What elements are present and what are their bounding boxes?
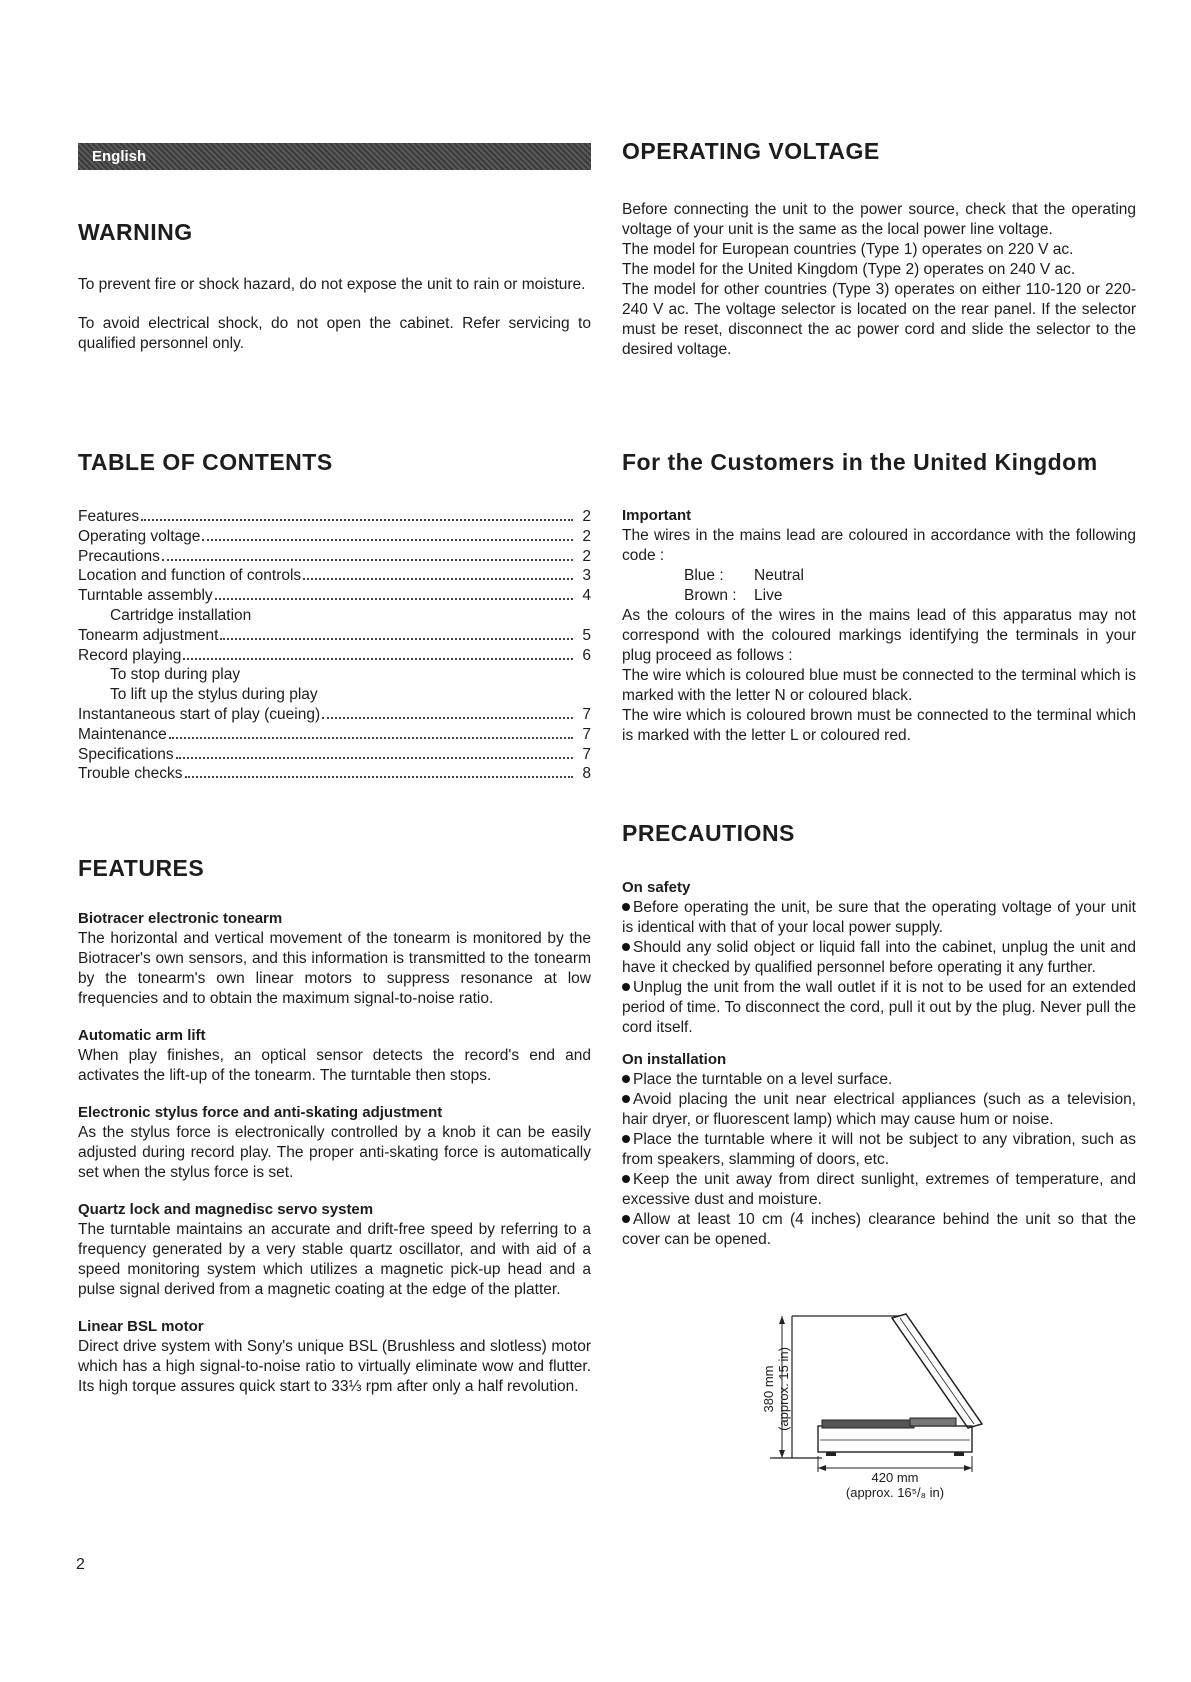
toc-title: TABLE OF CONTENTS [78, 449, 333, 475]
installation-heading: On installation [622, 1051, 727, 1068]
feature-heading: Automatic arm lift [78, 1027, 206, 1044]
toc-entry-page: 7 [582, 705, 591, 723]
toc-entry-page: 3 [582, 567, 591, 585]
toc-leader-dots [303, 578, 573, 580]
toc-entry-title: Cartridge installation [110, 606, 252, 624]
toc-entry-title: Location and function of controls [78, 567, 302, 585]
toc-leader-dots [141, 519, 573, 521]
precaution-item [622, 1170, 1136, 1210]
toc-entry [78, 507, 591, 527]
toc-leader-dots [215, 598, 573, 600]
toc-leader-dots [220, 638, 573, 640]
uk-important-heading: Important [622, 507, 692, 524]
page-number: 2 [76, 1556, 85, 1573]
language-tag [78, 143, 591, 170]
uk-text-1: The wires in the mains lead are coloured in accordance with the following code : [622, 527, 1136, 564]
precaution-item [622, 1210, 1136, 1250]
width-mm: 420 mm [871, 1470, 919, 1485]
wire-code-brown-key: Brown : [684, 587, 737, 604]
height-dimension [761, 1329, 791, 1449]
precaution-text: Avoid placing the unit near electrical appliances (such as a television, hair dryer, or fluorescent lamp) which may cause hum or noise. [622, 1091, 1136, 1128]
toc-entry [78, 606, 591, 626]
warning-text-1: To prevent fire or shock hazard, do not expose the unit to rain or moisture. [78, 276, 586, 293]
feature-body: The horizontal and vertical movement of the tonearm is monitored by the Biotracer's own sensors, and this information is transmitted to the tonearm by the tonearm's own linear motors to suppress resonance at low frequencies and to obtain the maximum signal-to-noise ratio. [78, 930, 591, 1007]
toc-entry [78, 685, 591, 705]
toc-section [78, 449, 591, 784]
feature-body: The turntable maintains an accurate and drift-free speed by referring to a frequency generated by a very stable quartz oscillator, and with aid of a speed monitoring system which utilizes a magnetic pick-up head and a pulse signal derived from a magnetic coating at the edge of the platter. [78, 1221, 591, 1298]
feature-item [78, 1026, 591, 1086]
toc-entry-page: 6 [582, 646, 591, 664]
toc-entry-title: Trouble checks [78, 765, 183, 783]
precaution-text: Should any solid object or liquid fall into the cabinet, unplug the unit and have it checked by qualified personnel before operating it any further. [622, 939, 1136, 976]
height-mm: 380 mm [761, 1365, 776, 1413]
toc-leader-dots [202, 539, 573, 541]
uk-section [622, 449, 1136, 746]
bullet-icon [622, 1135, 630, 1143]
precaution-item [622, 1090, 1136, 1130]
toc-entry-page: 2 [582, 508, 591, 525]
uk-text-4: The wire which is coloured brown must be connected to the terminal which is marked with the letter L or coloured red. [622, 707, 1136, 744]
toc-entry-page: 8 [582, 765, 591, 783]
precaution-item [622, 1070, 1136, 1090]
toc-entry-page: 7 [582, 725, 591, 743]
toc-entry [78, 566, 591, 586]
toc-leader-dots [176, 757, 573, 759]
warning-text-2: To avoid electrical shock, do not open the cabinet. Refer servicing to qualified personnel only. [78, 315, 591, 352]
precaution-item [622, 898, 1136, 938]
toc-entry [78, 764, 591, 784]
precautions-section [622, 820, 1136, 1250]
operating-voltage-title: OPERATING VOLTAGE [622, 138, 880, 164]
toc-entry-title: Precautions [78, 547, 160, 565]
safety-heading: On safety [622, 879, 691, 896]
toc-entry-title: Maintenance [78, 725, 167, 743]
turntable-drawing [760, 1312, 1000, 1492]
toc-entry [78, 646, 591, 666]
uk-text-3: The wire which is coloured blue must be connected to the terminal which is marked with the letter N or coloured black. [622, 667, 1136, 704]
operating-voltage-type3: The model for other countries (Type 3) operates on either 110-120 or 220-240 V ac. The voltage selector is located on the rear panel. If the selector must be reset, disconnect the ac power cord and slide the selector to the desired voltage. [622, 281, 1136, 358]
toc-leader-dots [185, 776, 573, 778]
feature-heading: Biotracer electronic tonearm [78, 910, 283, 927]
precaution-item [622, 938, 1136, 978]
wire-code-brown [622, 586, 1136, 606]
safety-list [622, 898, 1136, 1038]
bullet-icon [622, 903, 630, 911]
toc-entry [78, 745, 591, 765]
wire-code-blue-key: Blue : [684, 567, 724, 584]
feature-body: Direct drive system with Sony's unique BSL (Brushless and slotless) motor which has a high signal-to-noise ratio to virtually eliminate wow and flutter. Its high torque assures quick start to 33⅓ rpm after only a half revolution. [78, 1338, 591, 1395]
bullet-icon [622, 1095, 630, 1103]
uk-text-2: As the colours of the wires in the mains lead of this apparatus may not correspond with the coloured markings identifying the terminals in your plug proceed as follows : [622, 607, 1136, 664]
features-list [78, 909, 591, 1397]
bullet-icon [622, 1215, 630, 1223]
feature-item [78, 909, 591, 1009]
feature-heading: Quartz lock and magnedisc servo system [78, 1201, 374, 1218]
precautions-title: PRECAUTIONS [622, 820, 795, 846]
precaution-text: Keep the unit away from direct sunlight, extremes of temperature, and excessive dust and moisture. [622, 1171, 1136, 1208]
precaution-item [622, 978, 1136, 1038]
wire-code-blue-value: Neutral [754, 567, 804, 584]
installation-list [622, 1070, 1136, 1250]
toc-entry-title: Features [78, 508, 140, 525]
precaution-text: Unplug the unit from the wall outlet if it is not to be used for an extended period of time. To disconnect the cord, pull it out by the plug. Never pull the cord itself. [622, 979, 1136, 1036]
warning-title: WARNING [78, 219, 193, 245]
toc-entry [78, 527, 591, 547]
wire-code-blue [622, 566, 1136, 586]
operating-voltage-intro: Before connecting the unit to the power source, check that the operating voltage of your unit is the same as the local power line voltage. [622, 201, 1136, 238]
toc-entry-title: Instantaneous start of play (cueing) [78, 705, 321, 723]
toc-entry [78, 665, 591, 685]
operating-voltage-type1: The model for European countries (Type 1) operates on 220 V ac. [622, 241, 1074, 258]
toc-entry-page: 5 [582, 626, 591, 644]
operating-voltage-type2: The model for the United Kingdom (Type 2) operates on 240 V ac. [622, 261, 1076, 278]
toc-leader-dots [183, 658, 573, 660]
bullet-icon [622, 943, 630, 951]
toc-entry-title: To stop during play [110, 666, 241, 684]
bullet-icon [622, 1175, 630, 1183]
toc-entry [78, 705, 591, 725]
toc-entry-title: Record playing [78, 646, 182, 664]
bullet-icon [622, 1075, 630, 1083]
toc-leader-dots [162, 559, 573, 561]
toc-entry-page: 2 [582, 547, 591, 565]
width-dimension [818, 1470, 972, 1500]
toc-entry-page: 7 [582, 745, 591, 763]
clearance-diagram [760, 1312, 1000, 1500]
toc-entry [78, 725, 591, 745]
wire-code-brown-value: Live [754, 587, 783, 604]
precaution-text: Place the turntable on a level surface. [633, 1071, 893, 1088]
feature-body: As the stylus force is electronically controlled by a knob it can be easily adjusted during record play. The proper anti-skating force is automatically set when the stylus force is set. [78, 1124, 591, 1181]
feature-heading: Electronic stylus force and anti-skating adjustment [78, 1104, 443, 1121]
features-section [78, 855, 591, 1397]
toc-leader-dots [169, 737, 573, 739]
bullet-icon [622, 983, 630, 991]
width-in: (approx. 16⁵/₈ in) [845, 1485, 945, 1500]
height-in: (approx. 15 in) [776, 1347, 791, 1431]
toc-entry [78, 547, 591, 567]
feature-item [78, 1103, 591, 1183]
toc-entry-title: Specifications [78, 745, 174, 763]
toc-entry [78, 626, 591, 646]
toc-entry-title: Operating voltage [78, 527, 201, 545]
toc-entry-page: 4 [582, 587, 591, 605]
language-tag-label: English [92, 148, 147, 165]
precaution-text: Before operating the unit, be sure that the operating voltage of your unit is identical with that of your local power supply. [622, 899, 1136, 936]
warning-section [78, 219, 591, 354]
features-title: FEATURES [78, 855, 205, 881]
uk-title: For the Customers in the United Kingdom [622, 449, 1098, 475]
toc-leader-dots [322, 717, 573, 719]
precaution-item [622, 1130, 1136, 1170]
precaution-text: Allow at least 10 cm (4 inches) clearance behind the unit so that the cover can be opened. [622, 1211, 1136, 1248]
feature-item [78, 1200, 591, 1300]
toc-entry [78, 586, 591, 606]
precaution-text: Place the turntable where it will not be subject to any vibration, such as from speakers, slamming of doors, etc. [622, 1131, 1136, 1168]
operating-voltage-section [622, 138, 1136, 360]
feature-item [78, 1317, 591, 1397]
toc-list [78, 507, 591, 784]
feature-heading: Linear BSL motor [78, 1318, 204, 1335]
toc-entry-title: To lift up the stylus during play [110, 686, 318, 704]
toc-entry-title: Turntable assembly [78, 587, 213, 605]
toc-entry-title: Tonearm adjustment [78, 626, 219, 644]
toc-entry-page: 2 [582, 527, 591, 545]
feature-body: When play finishes, an optical sensor detects the record's end and activates the lift-up of the tonearm. The turntable then stops. [78, 1047, 591, 1084]
